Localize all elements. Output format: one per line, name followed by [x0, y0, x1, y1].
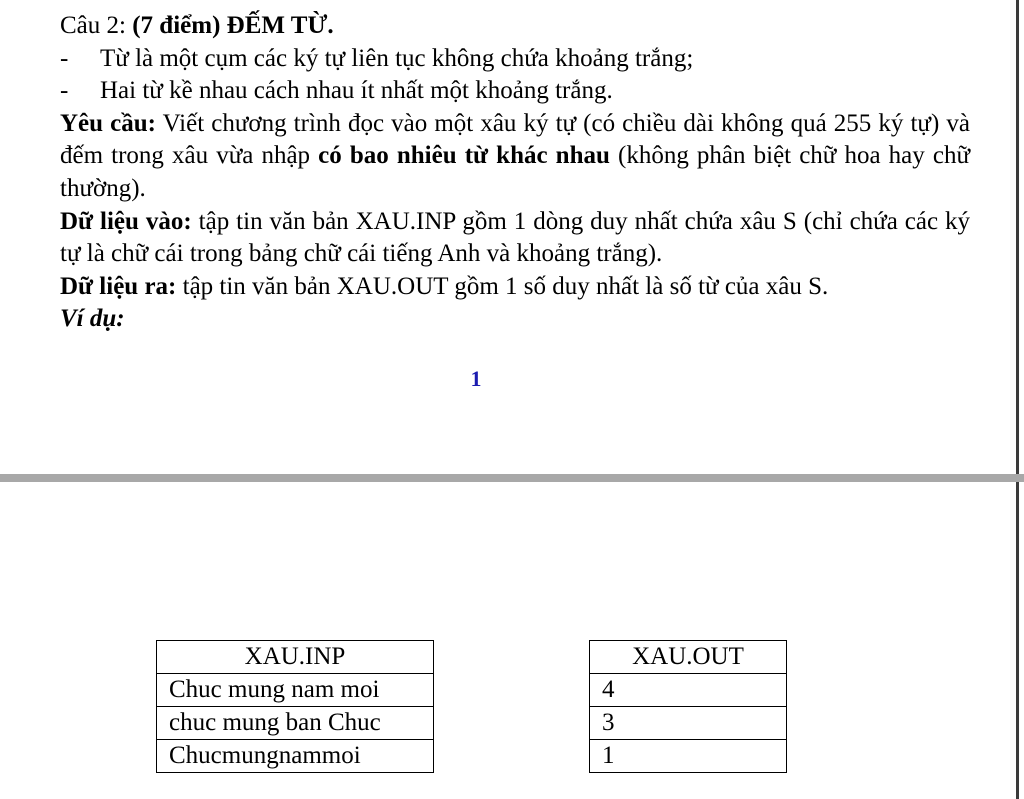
bullet-dash: -: [60, 44, 69, 72]
input-paragraph: [60, 206, 970, 271]
definition-text: Hai từ kề nhau cách nhau ít nhất một khoảng trắng.: [100, 77, 613, 105]
page-number: 1: [470, 366, 482, 391]
table-header-row: [157, 641, 434, 674]
definition-item: [60, 43, 970, 76]
input-description: tập tin văn bản XAU.INP gồm 1 dòng duy nhất chứa xâu S (chỉ chứa các ký tự là chữ cái trong bảng chữ cái tiếng Anh và khoảng trắng).: [60, 207, 971, 268]
output-example-table: [589, 640, 787, 773]
output-example-cell: 1: [590, 740, 787, 773]
input-example-cell: chuc mung ban Chuc: [157, 707, 434, 740]
requirement-emphasis: có bao nhiêu từ khác nhau: [318, 142, 610, 170]
output-label: Dữ liệu ra:: [60, 272, 177, 300]
table-row: [157, 674, 434, 707]
output-table-header: XAU.OUT: [590, 641, 787, 674]
requirement-paragraph: [60, 108, 970, 206]
problem-statement: [60, 10, 970, 336]
input-example-cell: Chucmungnammoi: [157, 740, 434, 773]
table-header-row: [590, 641, 787, 674]
input-label: Dữ liệu vào:: [60, 207, 192, 235]
page-2: [0, 482, 1019, 799]
input-example-cell: Chuc mung nam moi: [157, 674, 434, 707]
table-row: [590, 740, 787, 773]
output-example-cell: 3: [590, 707, 787, 740]
input-table-header: XAU.INP: [157, 641, 434, 674]
example-paragraph: [60, 303, 970, 336]
input-example-table: [156, 640, 434, 773]
table-row: [590, 674, 787, 707]
requirement-text: Viết chương trình đọc vào một xâu ký tự (có chiều dài không quá 255 ký tự) và đếm trong xâu vừa nhập: [60, 109, 970, 170]
definition-list: [60, 43, 970, 108]
output-description: tập tin văn bản XAU.OUT gồm 1 số duy nhất là số từ của xâu S.: [182, 272, 829, 300]
heading-prefix: Câu 2:: [60, 12, 126, 39]
output-paragraph: [60, 271, 970, 304]
example-label: Ví dụ:: [60, 305, 125, 333]
problem-heading: [60, 10, 970, 43]
requirement-label: Yêu cầu:: [60, 109, 156, 137]
table-row: [157, 707, 434, 740]
definition-item: [60, 75, 970, 108]
table-row: [590, 707, 787, 740]
output-example-cell: 4: [590, 674, 787, 707]
table-row: [157, 740, 434, 773]
page-separator: [0, 474, 1024, 482]
requirement-text-end: (không phân biệt chữ hoa hay chữ thường).: [60, 142, 971, 202]
heading-title: (7 điểm) ĐẾM TỪ.: [132, 12, 334, 39]
bullet-dash: -: [60, 77, 69, 105]
definition-text: Từ là một cụm các ký tự liên tục không chứa khoảng trắng;: [100, 44, 694, 72]
